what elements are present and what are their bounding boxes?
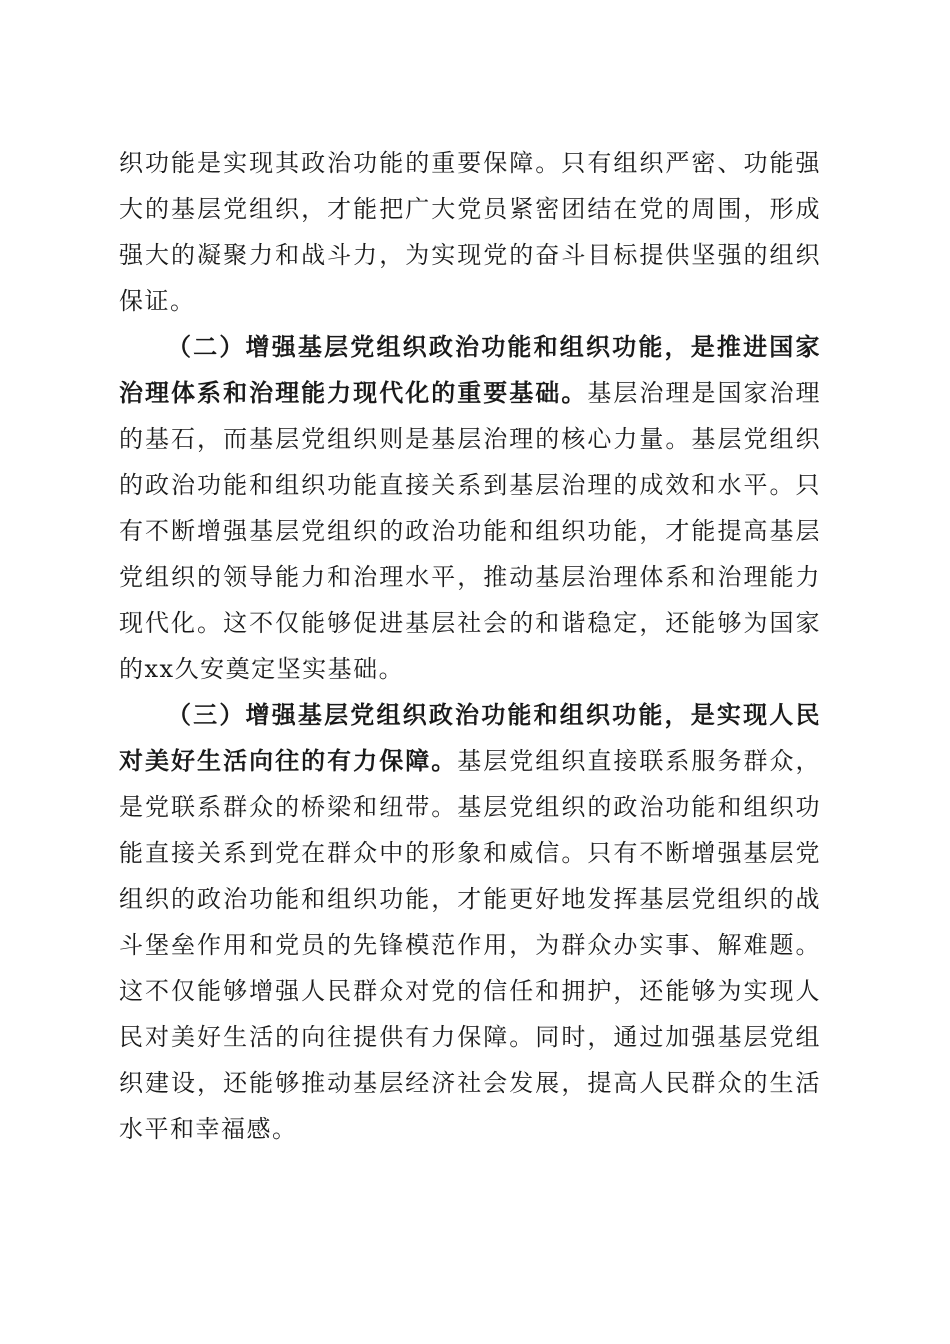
section-3-heading: （三）增强基层党组织政治功能和组织功能，是实现人民对美好生活向往的有力保障。	[119, 700, 821, 775]
section-2-body: 基层治理是国家治理的基石，而基层党组织则是基层治理的核心力量。基层党组织的政治功能和组织功能直接关系到基层治理的成效和水平。只有不断增强基层党组织的政治功能和组织功能，才能提高基层党组织的领导能力和治理水平，推动基层治理体系和治理能力现代化。这不仅能够促进基层社会的和谐稳定，还能够为国家的xx久安奠定坚实基础。	[119, 379, 822, 683]
document-page	[119, 140, 821, 1152]
section-3-body: 基层党组织直接联系服务群众，是党联系群众的桥梁和纽带。基层党组织的政治功能和组织功能直接关系到党在群众中的形象和威信。只有不断增强基层党组织的政治功能和组织功能，才能更好地发挥基层党组织的战斗堡垒作用和党员的先锋模范作用，为群众办实事、解难题。这不仅能够增强人民群众对党的信任和拥护，还能够为实现人民对美好生活的向往提供有力保障。同时，通过加强基层党组织建设，还能够推动基层经济社会发展，提高人民群众的生活水平和幸福感。	[119, 747, 821, 1143]
section-2-heading: （二）增强基层党组织政治功能和组织功能，是推进国家治理体系和治理能力现代化的重要基础。	[119, 332, 821, 407]
paragraph-continuation	[119, 140, 821, 324]
paragraph-section-2	[119, 324, 821, 692]
paragraph-1-text: 织功能是实现其政治功能的重要保障。只有组织严密、功能强大的基层党组织，才能把广大党员紧密团结在党的周围，形成强大的凝聚力和战斗力，为实现党的奋斗目标提供坚强的组织保证。	[119, 149, 821, 315]
paragraph-section-3	[119, 692, 821, 1152]
